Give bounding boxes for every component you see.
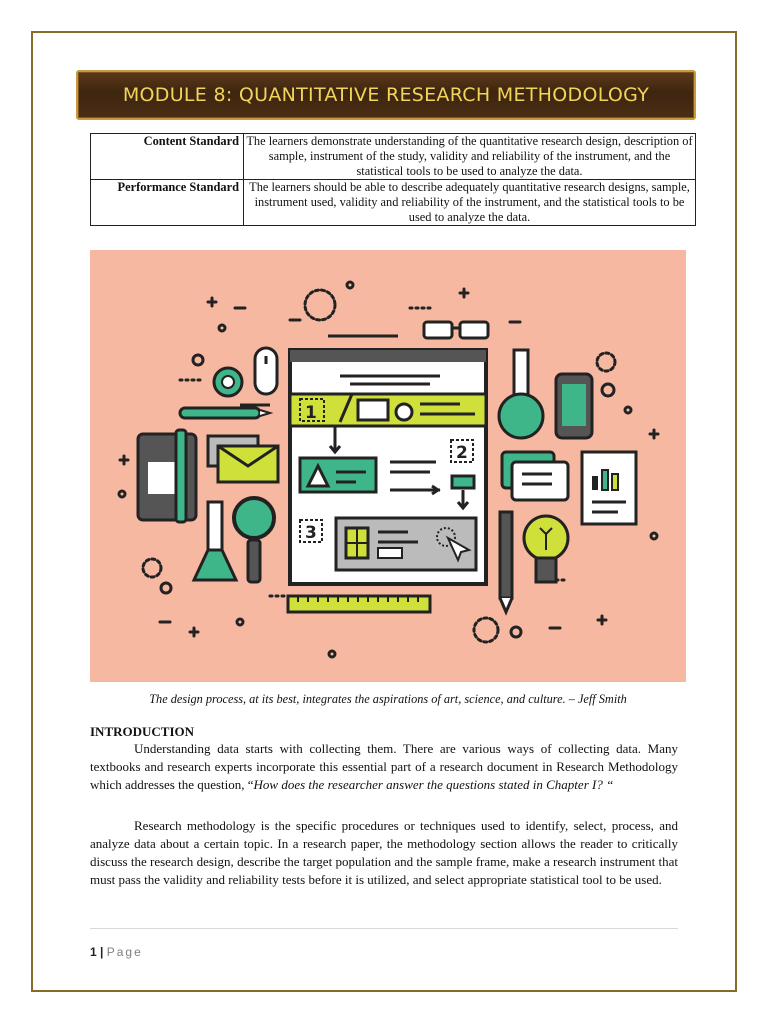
- introduction-paragraph-1: [90, 740, 678, 794]
- paragraph-2-text: Research methodology is the specific procedures or techniques used to identify, select, process, and analyze data about a certain topic. In a research paper, the methodology section allows the reader to critically discuss the research design, describe the target population and the sample frame, make a research instrument that must pass the validity and reliability tests before it is utilized, and select appropriate statistical tool to be used.: [90, 818, 678, 887]
- chat-icon: [502, 452, 568, 500]
- page-number: 1: [90, 945, 97, 959]
- page-footer: [90, 945, 143, 959]
- introduction-heading: INTRODUCTION: [90, 724, 195, 739]
- design-process-illustration: [90, 250, 686, 682]
- glasses-icon: [424, 322, 488, 338]
- pie-chart-icon: [214, 368, 242, 396]
- performance-standard-label: Performance Standard: [91, 180, 244, 226]
- phone-icon: [556, 374, 592, 438]
- lightbulb-icon: [524, 516, 568, 582]
- illustration-caption: The design process, at its best, integrates the aspirations of art, science, and culture. – Jeff Smith: [149, 692, 627, 706]
- dashed-circle-icon: [305, 290, 335, 320]
- footer-divider: [90, 928, 678, 929]
- paragraph-1-text: Understanding data starts with collecting them. There are various ways of collecting data. Many textbooks and research experts incorporate this essential part of a research document in Research Methodology which addresses the question, “: [90, 741, 678, 792]
- mouse-icon: [255, 348, 277, 394]
- step-number-2: 2: [456, 443, 468, 463]
- performance-standard-text: The learners should be able to describe adequately quantitative research designs, sample, instrument used, validity and reliability of the instrument, and the statistical tools to be used to analyze the data.: [244, 180, 696, 226]
- envelope-icon: [208, 436, 278, 482]
- table-row: [91, 180, 696, 226]
- content-standard-text: The learners demonstrate understanding of the quantitative research design, description of sample, instrument of the study, validity and reliability of the instrument, and the statistical tools to be used to analyze the data.: [244, 134, 696, 180]
- paragraph-1-question: How does the researcher answer the questions stated in Chapter I? “: [253, 777, 614, 792]
- round-flask-icon: [499, 350, 543, 438]
- illustration-svg: [90, 250, 686, 682]
- content-standard-label: Content Standard: [91, 134, 244, 180]
- pencil-icon: [500, 512, 512, 612]
- step-number-3: 3: [305, 523, 317, 543]
- table-row: [91, 134, 696, 180]
- module-banner: [76, 70, 696, 120]
- standards-table: [90, 133, 696, 226]
- page-label: Page: [106, 945, 143, 959]
- report-icon: [582, 452, 636, 524]
- module-title: MODULE 8: QUANTITATIVE RESEARCH METHODOLOGY: [122, 84, 650, 106]
- notebook-icon: [138, 430, 196, 522]
- step-number-1: 1: [305, 403, 317, 423]
- flask-icon: [194, 502, 236, 580]
- pen-icon: [180, 408, 270, 418]
- magnifier-icon: [234, 498, 274, 582]
- introduction-paragraph-2: [90, 817, 678, 889]
- footer-separator: |: [100, 945, 104, 959]
